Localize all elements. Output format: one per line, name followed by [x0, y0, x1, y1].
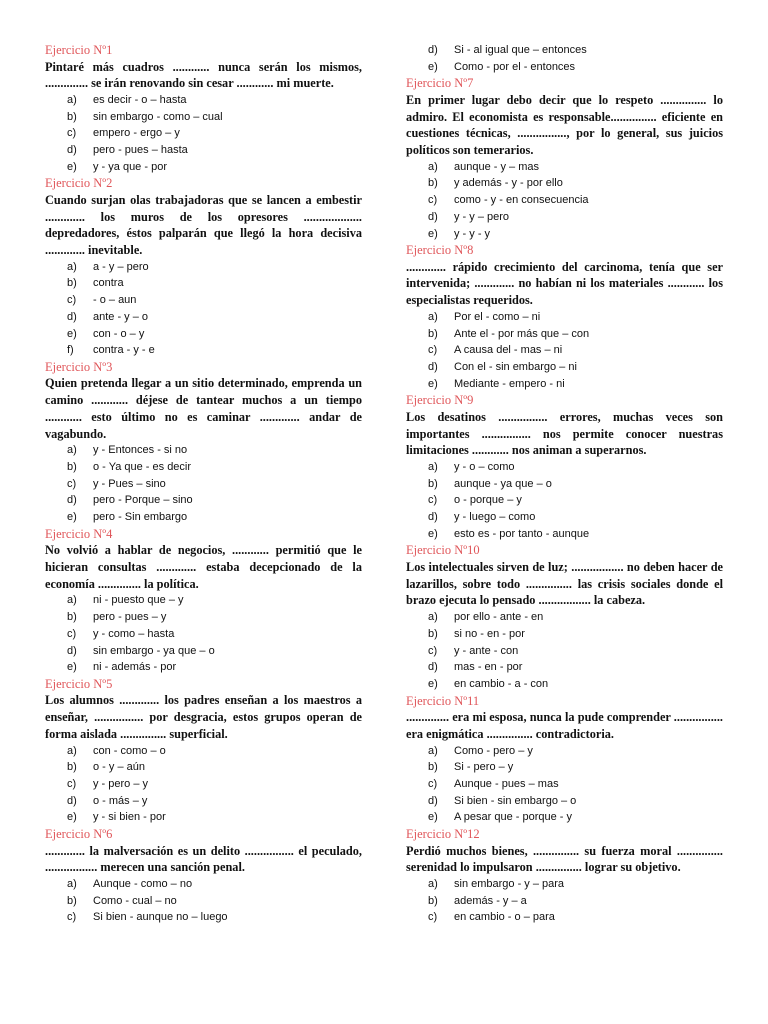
option-letter: b) — [428, 327, 438, 340]
exercise-question: Cuando surjan olas trabajadoras que se lancen a embestir ............. los muros de los opresores ................... depredadores, éstos palparán que llegó la hora decisiva ............. inevitable. — [45, 192, 362, 258]
option-text: mas - en - por — [454, 661, 523, 674]
option-list — [406, 459, 723, 543]
answer-option — [45, 476, 362, 493]
option-text: Aunque - pues – mas — [454, 777, 559, 790]
option-letter: e) — [67, 160, 77, 173]
option-letter: c) — [67, 777, 77, 790]
option-letter: e) — [428, 60, 438, 73]
option-text: con - o – y — [93, 327, 145, 340]
option-list — [45, 259, 362, 359]
option-text: y - ante - con — [454, 644, 519, 657]
answer-option — [406, 643, 723, 660]
option-letter: e) — [428, 677, 438, 690]
answer-option — [45, 509, 362, 526]
option-letter: a) — [67, 93, 77, 106]
option-letter: a) — [428, 611, 438, 624]
answer-option — [406, 526, 723, 543]
answer-option — [406, 509, 723, 526]
option-text: y - pero – y — [93, 777, 149, 790]
answer-option — [406, 42, 723, 59]
option-letter: b) — [67, 110, 77, 123]
answer-option — [45, 809, 362, 826]
option-text: pero - Sin embargo — [93, 511, 188, 524]
option-letter: b) — [67, 611, 77, 624]
exercise-block — [45, 359, 362, 526]
option-letter: e) — [428, 527, 438, 540]
option-text: pero - pues – hasta — [93, 144, 188, 157]
answer-option — [406, 342, 723, 359]
option-text: Como - pero – y — [454, 744, 533, 757]
option-text: aunque - y – mas — [454, 160, 539, 173]
option-text: en cambio - a - con — [454, 677, 549, 690]
answer-option — [406, 192, 723, 209]
answer-option — [406, 809, 723, 826]
option-text: Si bien - aunque no – luego — [93, 911, 228, 924]
answer-option — [406, 876, 723, 893]
option-list — [406, 876, 723, 926]
option-letter: c) — [67, 627, 77, 640]
option-letter: d) — [67, 494, 77, 507]
answer-option — [45, 592, 362, 609]
option-letter: c) — [428, 194, 438, 207]
option-letter: c) — [428, 777, 438, 790]
option-letter: b) — [428, 894, 438, 907]
answer-option — [406, 626, 723, 643]
option-text: y además - y - por ello — [454, 177, 563, 190]
option-text: - o – aun — [93, 294, 137, 307]
answer-option — [406, 793, 723, 810]
option-letter: c) — [67, 477, 77, 490]
option-list — [45, 92, 362, 176]
exercise-block — [45, 676, 362, 826]
option-text: y - o – como — [454, 460, 515, 473]
option-letter: c) — [428, 344, 438, 357]
option-letter: c) — [428, 644, 438, 657]
option-text: si no - en - por — [454, 627, 525, 640]
answer-option — [406, 776, 723, 793]
option-text: sin embargo - como – cual — [93, 110, 223, 123]
option-text: o - porque – y — [454, 494, 522, 507]
option-text: pero - pues – y — [93, 611, 167, 624]
option-letter: d) — [67, 794, 77, 807]
option-letter: e) — [67, 327, 77, 340]
option-text: o - y – aún — [93, 761, 145, 774]
option-letter: d) — [428, 661, 438, 674]
exercise-title: Ejercicio Nº11 — [406, 693, 480, 708]
exercise-question: Los desatinos ................ errores, muchas veces son importantes ................ nos permite conocer nuestras limitaciones ............ nos animan a superarnos. — [406, 409, 723, 458]
option-letter: a) — [67, 877, 77, 890]
answer-option — [406, 676, 723, 693]
option-letter: e) — [428, 811, 438, 824]
right-column — [406, 42, 723, 926]
exercise-question: ............. la malversación es un delito ................ el peculado, ................. merecen una sanción penal. — [45, 843, 362, 875]
option-text: y - y - y — [454, 227, 491, 240]
option-text: ni - puesto que – y — [93, 594, 184, 607]
exercise-block — [45, 175, 362, 359]
exercise-question: Los alumnos ............. los padres enseñan a los maestros a enseñar, ................ por desgracia, estos grupos operan de forma aislada ............... superficial. — [45, 693, 362, 741]
option-letter: d) — [428, 360, 438, 373]
exercise-title: Ejercicio Nº5 — [45, 676, 113, 691]
answer-option — [406, 459, 723, 476]
answer-option — [406, 609, 723, 626]
option-list — [406, 609, 723, 693]
answer-option — [45, 109, 362, 126]
exercise-question: ............. rápido crecimiento del carcinoma, tenía que ser intervenida; ............. no habían ni los materiales ............ los especialistas requeridos. — [406, 259, 723, 308]
option-text: empero - ergo – y — [93, 127, 180, 140]
option-text: y - si bien - por — [93, 811, 166, 824]
option-letter: c) — [428, 911, 438, 924]
option-list — [45, 743, 362, 827]
exercise-title: Ejercicio Nº10 — [406, 543, 480, 558]
exercise-question: En primer lugar debo decir que lo respeto ............... lo admiro. El economista es responsable............... eficiente en cuestiones técnicas, ................, por lo general, sus juicios políticos son temerarios. — [406, 92, 723, 158]
option-letter: a) — [67, 444, 77, 457]
option-letter: e) — [428, 227, 438, 240]
option-text: contra — [93, 277, 124, 290]
option-letter: a) — [428, 877, 438, 890]
option-text: A pesar que - porque - y — [454, 811, 573, 824]
option-letter: b) — [67, 277, 77, 290]
option-letter: b) — [67, 761, 77, 774]
answer-option — [406, 326, 723, 343]
option-text: y - luego – como — [454, 511, 536, 524]
option-letter: d) — [428, 794, 438, 807]
option-letter: e) — [428, 377, 438, 390]
answer-option — [45, 275, 362, 292]
option-letter: d) — [67, 144, 77, 157]
option-letter: a) — [67, 594, 77, 607]
exercise-block — [406, 242, 723, 392]
option-letter: c) — [67, 294, 77, 307]
option-letter: c) — [428, 494, 438, 507]
exercise-title: Ejercicio Nº9 — [406, 393, 474, 408]
option-list — [45, 876, 362, 926]
option-text: y - Entonces - si no — [93, 444, 188, 457]
option-letter: c) — [67, 127, 77, 140]
answer-option — [406, 175, 723, 192]
option-letter: a) — [67, 260, 77, 273]
option-text: como - y - en consecuencia — [454, 194, 589, 207]
option-text: en cambio - o – para — [454, 911, 555, 924]
answer-option — [406, 209, 723, 226]
option-text: además - y – a — [454, 894, 527, 907]
option-text: Mediante - empero - ni — [454, 377, 565, 390]
answer-option — [406, 492, 723, 509]
option-letter: e) — [67, 661, 77, 674]
option-letter: b) — [428, 761, 438, 774]
option-letter: e) — [67, 511, 77, 524]
answer-option — [45, 626, 362, 643]
exercise-title: Ejercicio Nº2 — [45, 176, 113, 191]
exercise-block — [45, 42, 362, 175]
answer-option — [45, 292, 362, 309]
option-text: aunque - ya que – o — [454, 477, 552, 490]
answer-option — [45, 609, 362, 626]
exercise-question: Los intelectuales sirven de luz; ................. no deben hacer de lazarillos, sobre todo ............... las crisis sociales donde el brazo ejecuta lo pensado ................. la cabeza. — [406, 559, 723, 608]
option-text: Si - al igual que – entonces — [454, 44, 587, 56]
option-text: Si bien - sin embargo – o — [454, 794, 577, 807]
exercise-title: Ejercicio Nº7 — [406, 76, 474, 91]
exercise-question: Perdió muchos bienes, ............... su fuerza moral ............... serenidad lo impulsaron ............... lograr su objetivo. — [406, 843, 723, 875]
answer-option — [45, 643, 362, 660]
answer-option — [406, 743, 723, 760]
option-text: contra - y - e — [93, 344, 155, 357]
option-list — [406, 743, 723, 827]
answer-option — [45, 776, 362, 793]
answer-option — [406, 59, 723, 76]
answer-option — [406, 476, 723, 493]
answer-option — [45, 759, 362, 776]
continued-option-list — [406, 42, 723, 75]
option-text: sin embargo - y – para — [454, 877, 565, 890]
answer-option — [45, 125, 362, 142]
exercise-block — [406, 542, 723, 692]
option-text: ni - además - por — [93, 661, 177, 674]
exercise-question: Pintaré más cuadros ............ nunca serán los mismos, .............. se irán renovando sin cesar ............ mi muerte. — [45, 59, 362, 91]
option-letter: b) — [67, 894, 77, 907]
option-text: o - Ya que - es decir — [93, 460, 192, 473]
left-column — [45, 42, 362, 926]
exercise-block — [406, 826, 723, 926]
exercise-title: Ejercicio Nº3 — [45, 359, 113, 374]
option-text: y - como – hasta — [93, 627, 175, 640]
option-text: o - más – y — [93, 794, 148, 807]
option-letter: c) — [67, 911, 77, 924]
answer-option — [45, 159, 362, 176]
answer-option — [406, 309, 723, 326]
answer-option — [45, 442, 362, 459]
answer-option — [45, 142, 362, 159]
exercise-title: Ejercicio Nº4 — [45, 526, 113, 541]
option-letter: b) — [67, 460, 77, 473]
answer-option — [45, 876, 362, 893]
option-letter: f) — [67, 344, 74, 357]
answer-option — [45, 459, 362, 476]
option-letter: d) — [67, 310, 77, 323]
option-text: Como - cual – no — [93, 894, 177, 907]
option-letter: e) — [67, 811, 77, 824]
answer-option — [406, 909, 723, 926]
exercise-question: No volvió a hablar de negocios, ............ permitió que le hicieran consultas ............. estaba decepcionado de la economía .............. la política. — [45, 543, 362, 591]
exercise-question: Quien pretenda llegar a un sitio determinado, emprenda un camino ............ déjese de tantear muchos a un tiempo ............ esto último no es caminar ............. andar de vagabundo. — [45, 376, 362, 441]
exercise-question: .............. era mi esposa, nunca la pude comprender ................ era enigmática ............... contradictoria. — [406, 710, 723, 741]
answer-option — [406, 659, 723, 676]
answer-option — [406, 759, 723, 776]
option-text: sin embargo - ya que – o — [93, 644, 215, 657]
option-letter: d) — [428, 511, 438, 524]
option-list — [45, 592, 362, 676]
option-letter: a) — [428, 160, 438, 173]
exercise-block — [45, 526, 362, 676]
option-text: a - y – pero — [93, 260, 149, 273]
option-text: Como - por el - entonces — [454, 60, 576, 73]
exercise-block — [45, 826, 362, 926]
option-list — [406, 309, 723, 393]
option-letter: a) — [67, 744, 77, 757]
option-text: ante - y – o — [93, 310, 149, 323]
answer-option — [45, 659, 362, 676]
exercise-title: Ejercicio Nº1 — [45, 43, 113, 57]
answer-option — [406, 359, 723, 376]
option-text: Con el - sin embargo – ni — [454, 360, 577, 373]
answer-option — [406, 893, 723, 910]
answer-option — [406, 226, 723, 243]
option-letter: a) — [428, 744, 438, 757]
option-letter: a) — [428, 310, 438, 323]
exercise-title: Ejercicio Nº6 — [45, 827, 113, 842]
option-text: y - Pues – sino — [93, 477, 166, 490]
option-letter: d) — [428, 210, 438, 223]
option-text: con - como – o — [93, 744, 166, 757]
option-text: Ante el - por más que – con — [454, 327, 590, 340]
option-list — [45, 442, 362, 526]
exercise-title: Ejercicio Nº12 — [406, 827, 480, 842]
answer-option — [45, 326, 362, 343]
option-text: pero - Porque – sino — [93, 494, 193, 507]
answer-option — [45, 743, 362, 760]
option-letter: b) — [428, 477, 438, 490]
option-letter: d) — [67, 644, 77, 657]
option-text: A causa del - mas – ni — [454, 344, 563, 357]
option-text: Aunque - como – no — [93, 877, 193, 890]
answer-option — [45, 309, 362, 326]
option-letter: b) — [428, 627, 438, 640]
option-text: y - ya que - por — [93, 160, 167, 173]
option-text: por ello - ante - en — [454, 611, 544, 624]
option-letter: d) — [428, 44, 438, 56]
option-letter: b) — [428, 177, 438, 190]
option-text: Por el - como – ni — [454, 310, 541, 323]
option-text: es decir - o – hasta — [93, 93, 187, 106]
option-text: y - y – pero — [454, 210, 510, 223]
exercise-title: Ejercicio Nº8 — [406, 243, 474, 258]
answer-option — [45, 92, 362, 109]
answer-option — [45, 342, 362, 359]
exercise-block — [406, 75, 723, 242]
answer-option — [45, 793, 362, 810]
option-list — [406, 159, 723, 243]
option-text: esto es - por tanto - aunque — [454, 527, 590, 540]
answer-option — [45, 893, 362, 910]
answer-option — [45, 492, 362, 509]
exercise-block — [406, 392, 723, 542]
option-text: Si - pero – y — [454, 761, 514, 774]
answer-option — [45, 259, 362, 276]
option-letter: a) — [428, 460, 438, 473]
answer-option — [406, 376, 723, 393]
answer-option — [45, 909, 362, 926]
exercise-block — [406, 693, 723, 826]
answer-option — [406, 159, 723, 176]
